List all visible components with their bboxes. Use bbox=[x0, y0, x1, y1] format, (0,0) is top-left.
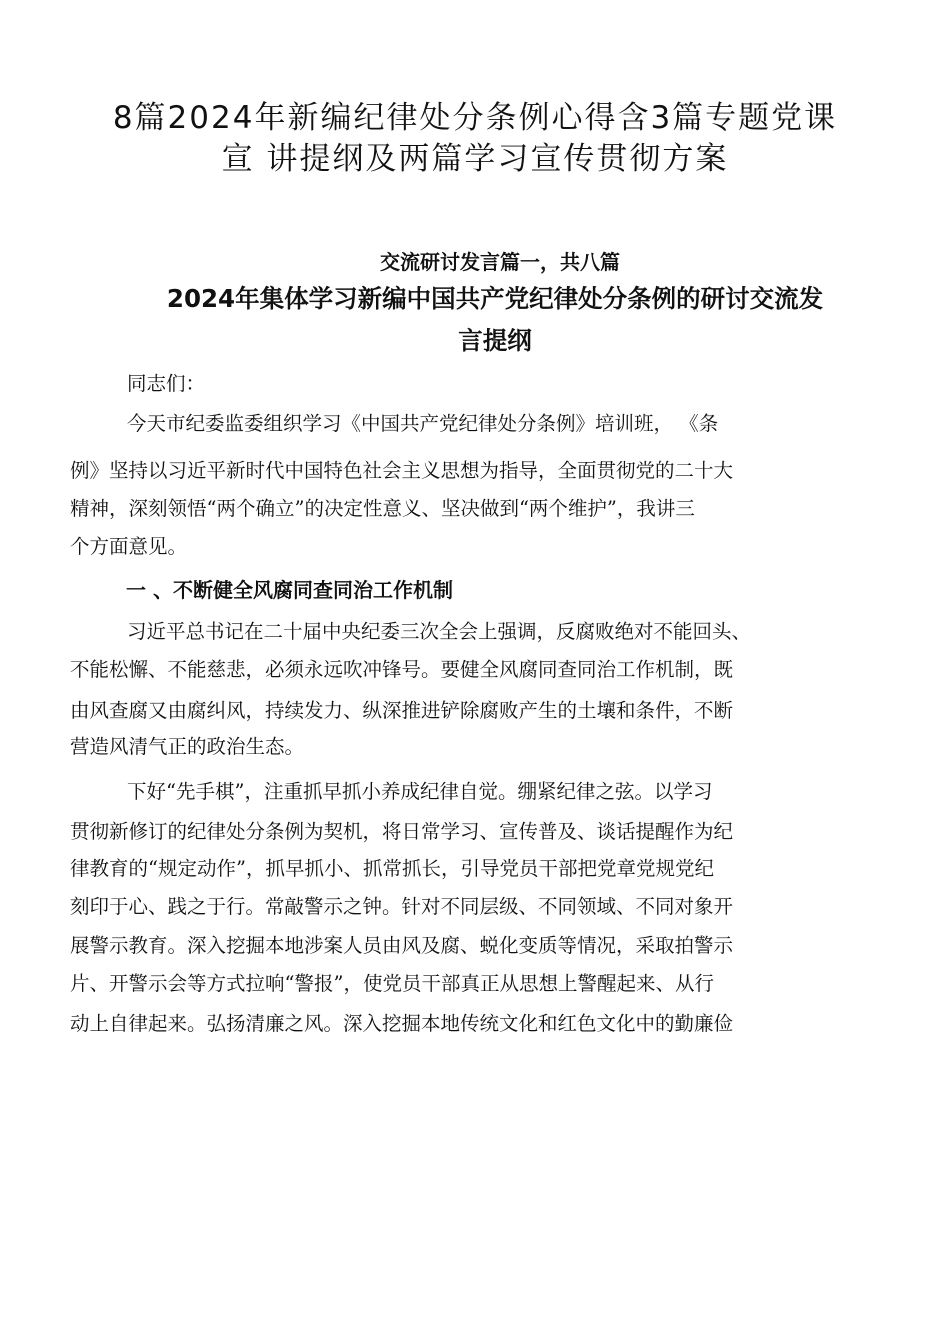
paragraph-1-line-2: 例》坚持以习近平新时代中国特色社会主义思想为指导，全面贯彻党的二十大 bbox=[70, 459, 734, 482]
paragraph-3-line-7: 动上自律起来。弘扬清廉之风。深入挖掘本地传统文化和红色文化中的勤廉俭 bbox=[70, 1012, 734, 1035]
paragraph-3-line-3: 律教育的“规定动作”，抓早抓小、抓常抓长，引导党员干部把党章党规党纪 bbox=[70, 857, 714, 880]
section-heading-1: 一 、不断健全风腐同查同治工作机制 bbox=[126, 578, 453, 602]
document-title-line-1: 8篇2024年新编纪律处分条例心得含3篇专题党课 bbox=[112, 100, 838, 136]
paragraph-2-line-4: 营造风清气正的政治生态。 bbox=[70, 735, 305, 758]
paragraph-1-line-1: 今天市纪委监委组织学习《中国共产党纪律处分条例》培训班， 《条 bbox=[127, 412, 719, 435]
document-title-line-2: 宣 讲提纲及两篇学习宣传贯彻方案 bbox=[221, 141, 729, 177]
salutation: 同志们： bbox=[127, 372, 206, 395]
speech-title-line-1: 2024年集体学习新编中国共产党纪律处分条例的研讨交流发 bbox=[166, 284, 824, 313]
paragraph-3-line-4: 刻印于心、践之于行。常敲警示之钟。针对不同层级、不同领域、不同对象开 bbox=[70, 895, 734, 918]
paragraph-1-line-4: 个方面意见。 bbox=[70, 535, 188, 558]
paragraph-3-line-2: 贯彻新修订的纪律处分条例为契机，将日常学习、宣传普及、谈话提醒作为纪 bbox=[70, 820, 734, 843]
paragraph-1-line-3: 精神，深刻领悟“两个确立”的决定性意义、坚决做到“两个维护”，我讲三 bbox=[70, 497, 695, 520]
paragraph-3-line-5: 展警示教育。深入挖掘本地涉案人员由风及腐、蜕化变质等情况，采取拍警示 bbox=[70, 934, 734, 957]
section-label: 交流研讨发言篇一，共八篇 bbox=[380, 250, 620, 274]
speech-title-line-2: 言提纲 bbox=[458, 326, 532, 355]
paragraph-2-line-3: 由风查腐又由腐纠风，持续发力、纵深推进铲除腐败产生的土壤和条件，不断 bbox=[70, 699, 734, 722]
paragraph-2-line-2: 不能松懈、不能慈悲，必须永远吹冲锋号。要健全风腐同查同治工作机制，既 bbox=[70, 658, 734, 681]
paragraph-3-line-1: 下好“先手棋”，注重抓早抓小养成纪律自觉。绷紧纪律之弦。以学习 bbox=[127, 780, 713, 803]
paragraph-3-line-6: 片、开警示会等方式拉响“警报”，使党员干部真正从思想上警醒起来、从行 bbox=[70, 972, 714, 995]
paragraph-2-line-1: 习近平总书记在二十届中央纪委三次全会上强调，反腐败绝对不能回头、 bbox=[127, 620, 752, 643]
